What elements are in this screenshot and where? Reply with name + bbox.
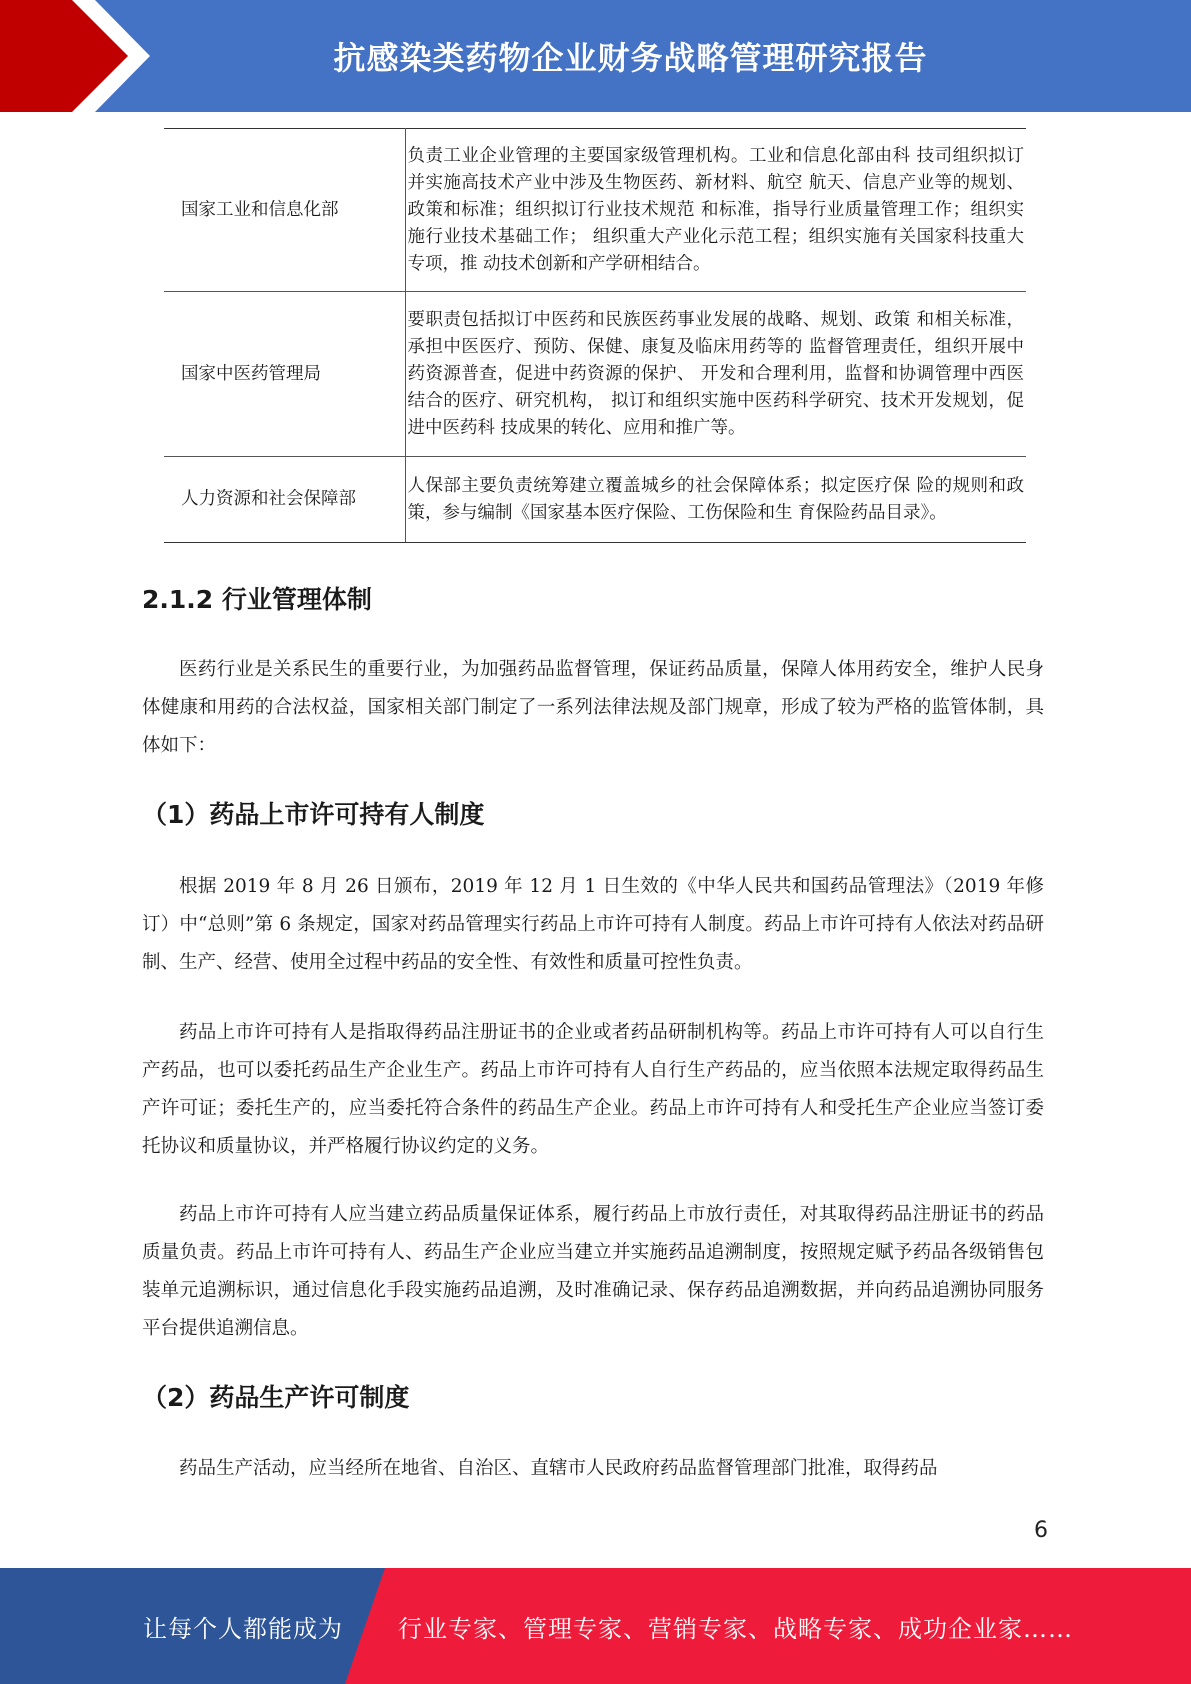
footer-slogan-left: 让每个人都能成为 — [143, 1614, 343, 1643]
paragraph: 药品上市许可持有人是指取得药品注册证书的企业或者药品研制机构等。药品上市许可持有人可以自行生产药品，也可以委托药品生产企业生产。药品上市许可持有人自行生产药品的，应当依照本法规定取得药品生产许可证；委托生产的，应当委托符合条件的药品生产企业。药品上市许可持有人和受托生产企业应当签订委托协议和质量协议，并严格履行协议约定的义务。 — [142, 1022, 1044, 1157]
page-header — [0, 0, 1191, 112]
regulator-table — [164, 128, 1026, 543]
table-cell-dept: 人力资源和社会保障部 — [164, 457, 405, 543]
page-number: 6 — [1034, 1518, 1048, 1543]
footer-slogan-right: 行业专家、管理专家、营销专家、战略专家、成功企业家…… — [398, 1614, 1073, 1643]
subsection-heading: （2）药品生产许可制度 — [142, 1383, 410, 1412]
table-cell-dept: 国家工业和信息化部 — [164, 129, 405, 292]
table-row — [164, 292, 1026, 457]
table-cell-duty: 负责工业企业管理的主要国家级管理机构。工业和信息化部由科 技司组织拟订并实施高技术产业中涉及生物医药、新材料、航空 航天、信息产业等的规划、政策和标准；组织拟订行业技术规范 和标准，指导行业质量管理工作；组织实施行业技术基础工作； 组织重大产业化示范工程；组织实施有关国家科技重大专项，推 动技术创新和产学研相结合。 — [405, 129, 1026, 292]
page-footer — [0, 1568, 1191, 1684]
paragraph: 根据 2019 年 8 月 26 日颁布，2019 年 12 月 1 日生效的《中华人民共和国药品管理法》（2019 年修订）中“总则”第 6 条规定，国家对药品管理实行药品上市许可持有人制度。药品上市许可持有人依法对药品研制、生产、经营、使用全过程中药品的安全性、有效性和质量可控性负责。 — [142, 876, 1044, 973]
table-row — [164, 129, 1026, 292]
paragraph: 医药行业是关系民生的重要行业，为加强药品监督管理，保证药品质量，保障人体用药安全，维护人民身体健康和用药的合法权益，国家相关部门制定了一系列法律法规及部门规章，形成了较为严格的监管体制，具体如下： — [142, 659, 1044, 756]
subsection-heading: （1）药品上市许可持有人制度 — [142, 800, 485, 829]
table-row — [164, 457, 1026, 543]
report-title: 抗感染类药物企业财务战略管理研究报告 — [333, 39, 928, 77]
table-cell-dept: 国家中医药管理局 — [164, 292, 405, 457]
paragraph: 药品上市许可持有人应当建立药品质量保证体系，履行药品上市放行责任，对其取得药品注册证书的药品质量负责。药品上市许可持有人、药品生产企业应当建立并实施药品追溯制度，按照规定赋予药品各级销售包装单元追溯标识，通过信息化手段实施药品追溯，及时准确记录、保存药品追溯数据，并向药品追溯协同服务平台提供追溯信息。 — [142, 1204, 1044, 1339]
section-heading: 2.1.2 行业管理体制 — [142, 585, 372, 614]
paragraph: 药品生产活动，应当经所在地省、自治区、直辖市人民政府药品监督管理部门批准，取得药品 — [179, 1458, 938, 1479]
table-cell-duty: 人保部主要负责统筹建立覆盖城乡的社会保障体系；拟定医疗保 险的规则和政策，参与编制《国家基本医疗保险、工伤保险和生 育保险药品目录》。 — [405, 457, 1026, 543]
table-cell-duty: 要职责包括拟订中医药和民族医药事业发展的战略、规划、政策 和相关标准，承担中医医疗、预防、保健、康复及临床用药等的 监督管理责任，组织开展中药资源普查，促进中药资源的保护、 开发和合理利用，监督和协调管理中西医结合的医疗、研究机构， 拟订和组织实施中医药科学研究、技术开发规划，促进中医药科 技成果的转化、应用和推广等。 — [405, 292, 1026, 457]
